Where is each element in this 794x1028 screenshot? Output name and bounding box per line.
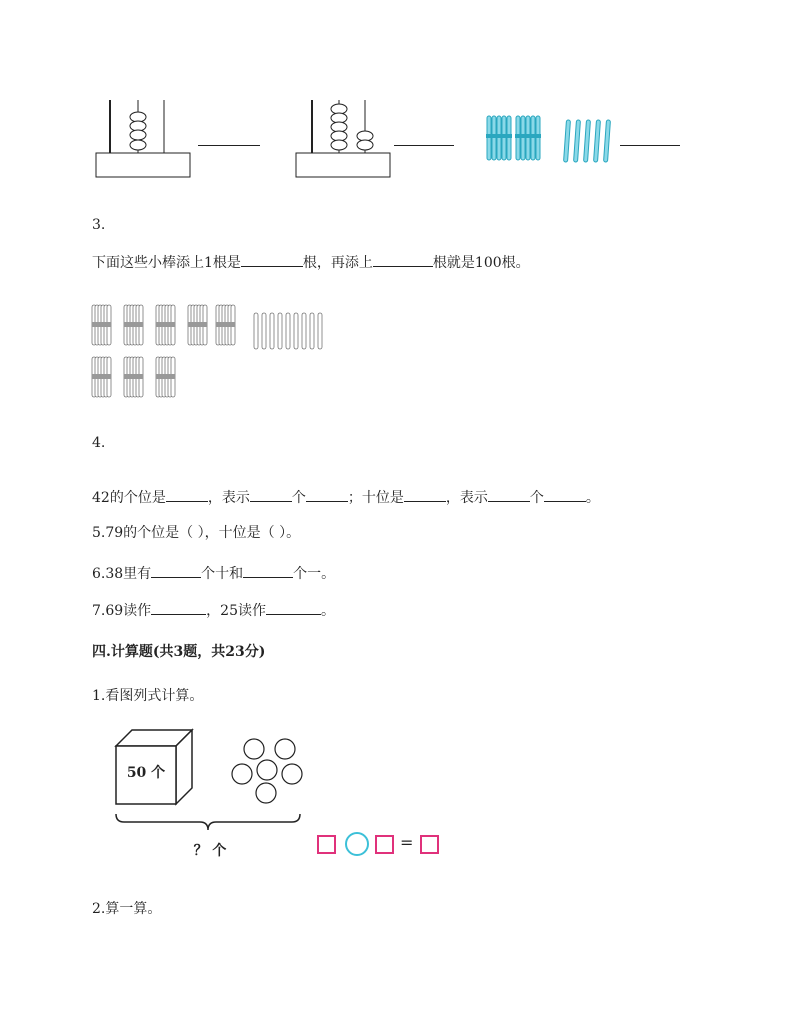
q6-text-1: 6.38里有 bbox=[92, 566, 152, 582]
q4-blank-3[interactable] bbox=[306, 487, 348, 502]
q3-number: 3. bbox=[92, 217, 106, 233]
q7-blank-2[interactable] bbox=[266, 600, 321, 615]
cube-label: 50 个 bbox=[126, 765, 166, 781]
stick-bundles-gray bbox=[90, 303, 330, 403]
q4-blank-5[interactable] bbox=[488, 487, 530, 502]
q7-text-2: ，25读作 bbox=[206, 603, 266, 619]
q6-blank-1[interactable] bbox=[151, 563, 201, 578]
q6-blank-2[interactable] bbox=[243, 563, 293, 578]
q4-text-4: ；十位是 bbox=[347, 490, 404, 506]
q4-text-3: 个 bbox=[291, 490, 306, 506]
brace-label: ？ 个 bbox=[193, 843, 227, 859]
abacus-1 bbox=[90, 95, 200, 180]
q4-blank-6[interactable] bbox=[544, 487, 586, 502]
answer-line-3[interactable] bbox=[620, 145, 680, 146]
calc2-prompt: 2.算一算。 bbox=[92, 901, 162, 917]
answer-box-1[interactable] bbox=[317, 835, 336, 854]
calc1-prompt: 1.看图列式计算。 bbox=[92, 688, 204, 704]
q6-text-2: 个十和 bbox=[201, 566, 244, 582]
q4-text-7: 。 bbox=[585, 490, 600, 506]
answer-box-3[interactable] bbox=[420, 835, 439, 854]
q3-text-1: 下面这些小棒添上1根是 bbox=[92, 255, 241, 271]
abacus-2 bbox=[290, 95, 400, 180]
q4-blank-4[interactable] bbox=[404, 487, 446, 502]
q4-number: 4. bbox=[92, 435, 106, 451]
operator-circle[interactable] bbox=[345, 832, 369, 856]
q3-text-3: 根就是100根。 bbox=[432, 255, 530, 271]
q7-text bbox=[92, 600, 335, 620]
q4-text-6: 个 bbox=[529, 490, 544, 506]
answer-line-1[interactable] bbox=[198, 145, 260, 146]
q4-text-5: ，表示 bbox=[445, 490, 488, 506]
circles-group bbox=[228, 736, 304, 808]
q6-text-3: 个一。 bbox=[293, 566, 336, 582]
q3-blank-1[interactable] bbox=[241, 252, 303, 267]
brace bbox=[112, 812, 304, 836]
q4-text-1: 42的个位是 bbox=[92, 490, 166, 506]
q5-text: 5.79的个位是（ ），十位是（ ）。 bbox=[92, 525, 301, 541]
q4-blank-2[interactable] bbox=[250, 487, 292, 502]
section-heading: 四.计算题(共3题，共23分) bbox=[92, 644, 266, 660]
q3-blank-2[interactable] bbox=[373, 252, 433, 267]
q7-blank-1[interactable] bbox=[151, 600, 206, 615]
answer-box-2[interactable] bbox=[375, 835, 394, 854]
equals-sign: = bbox=[400, 833, 414, 852]
q7-text-1: 7.69读作 bbox=[92, 603, 152, 619]
q4-text-2: ，表示 bbox=[207, 490, 250, 506]
q3-text-2: 根，再添上 bbox=[302, 255, 373, 271]
q7-text-3: 。 bbox=[321, 603, 335, 619]
q6-text bbox=[92, 563, 335, 583]
q4-blank-1[interactable] bbox=[166, 487, 208, 502]
q3-text bbox=[92, 252, 530, 272]
answer-line-2[interactable] bbox=[394, 145, 454, 146]
q4-text bbox=[92, 487, 600, 507]
stick-bundles-cyan bbox=[483, 112, 615, 166]
